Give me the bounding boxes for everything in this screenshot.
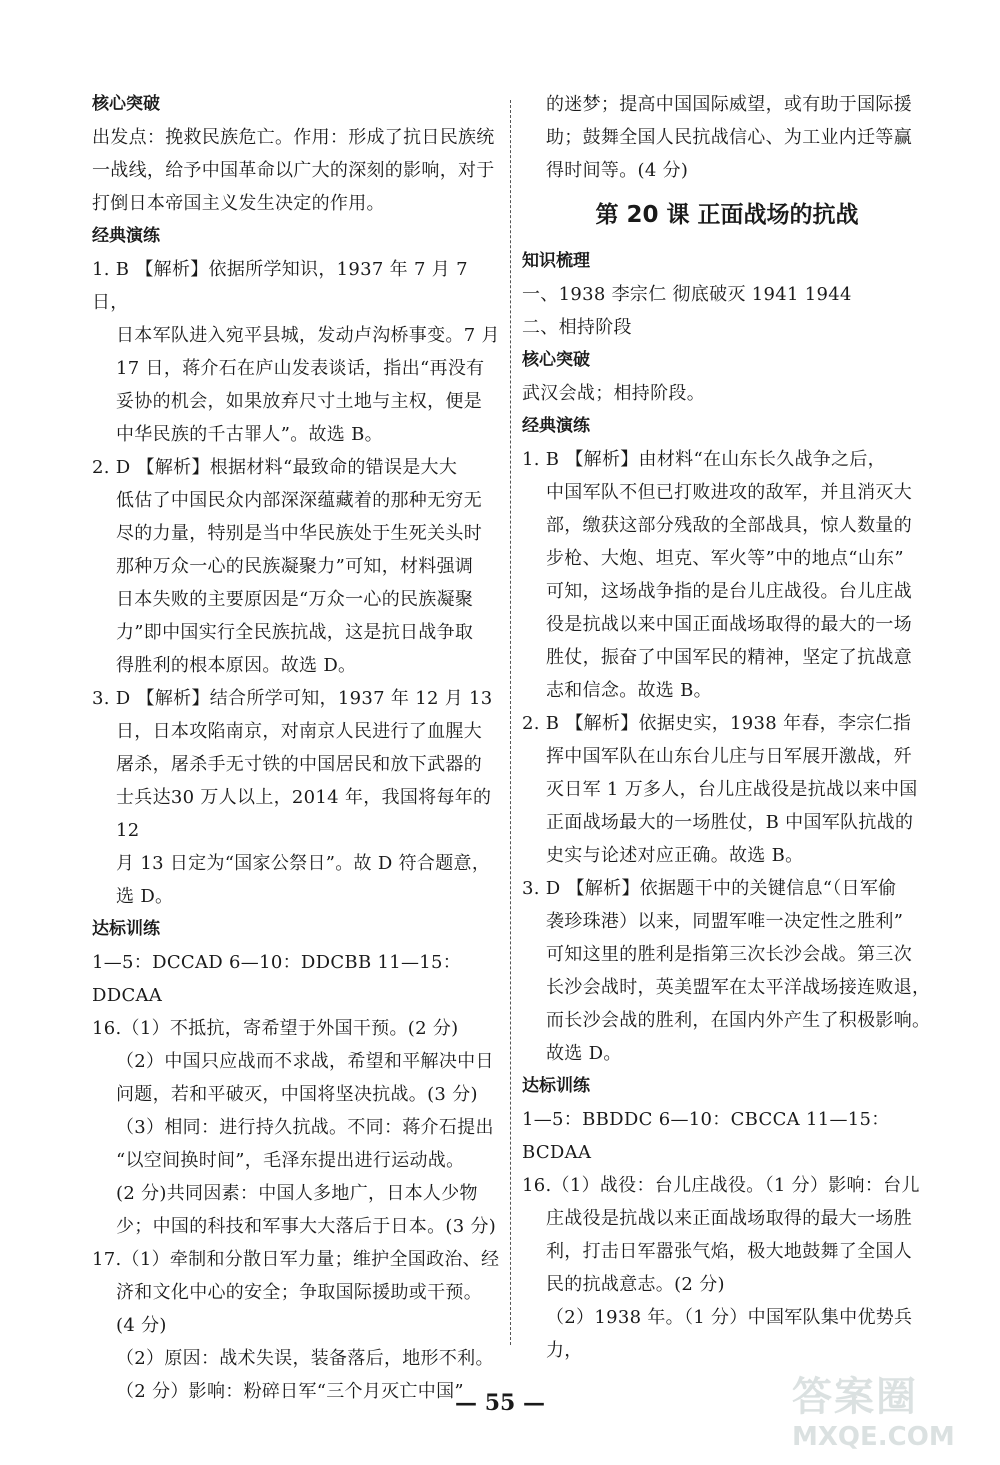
section-heading: 知识梳理 [522, 251, 590, 271]
text-line: 1—5：BBDDC 6—10：CBCCA 11—15：BCDAA [522, 1109, 890, 1163]
text-line: 庄战役是抗战以来正面战场取得的最大一场胜 [546, 1208, 912, 1229]
continued-answer [522, 88, 932, 187]
lesson-body [522, 245, 932, 1367]
text-line: 而长沙会战的胜利，在国内外产生了积极影响。 [546, 1010, 931, 1031]
column-divider [510, 100, 511, 1345]
text-line: 民的抗战意志。(2 分) [546, 1274, 725, 1295]
text-line: 月 13 日定为“国家公祭日”。故 D 符合题意， [116, 853, 491, 874]
text-line: 可知，这场战争指的是台儿庄战役。台儿庄战 [546, 581, 912, 602]
text-line: 史实与论述对应正确。故选 B。 [546, 845, 804, 866]
section-heading: 经典演练 [522, 416, 590, 436]
text-line: 可知这里的胜利是指第三次长沙会战。第三次 [546, 944, 912, 965]
watermark-logo [792, 1365, 982, 1455]
text-line: 济和文化中心的安全；争取国际援助或干预。 [116, 1282, 482, 1303]
text-line: 16.（1）战役：台儿庄战役。（1 分）影响：台儿 [522, 1175, 920, 1196]
text-line: 武汉会战；相持阶段。 [522, 383, 705, 404]
text-line: 得胜利的根本原因。故选 D。 [116, 655, 357, 676]
text-line: 部，缴获这部分残敌的全部战具，惊人数量的 [546, 515, 912, 536]
text-line: (4 分) [116, 1315, 167, 1336]
text-line: 故选 D。 [546, 1043, 622, 1064]
text-line: 屠杀，屠杀手无寸铁的中国居民和放下武器的 [116, 754, 482, 775]
text-line: （2）1938 年。（1 分）中国军队集中优势兵力， [546, 1307, 913, 1361]
lesson-title: 第 20 课 正面战场的抗战 [595, 202, 859, 228]
text-line: 3. D 【解析】依据题干中的关键信息“（日军偷 [522, 878, 897, 899]
right-column [522, 88, 932, 1367]
text-line: 16.（1）不抵抗，寄希望于外国干预。(2 分) [92, 1018, 459, 1039]
text-line: 17 日，蒋介石在庐山发表谈话，指出“再没有 [116, 358, 485, 379]
text-line: 志和信念。故选 B。 [546, 680, 712, 701]
section-heading: 达标训练 [92, 919, 160, 939]
page-number: — 55 — [455, 1390, 545, 1416]
text-line: 力”即中国实行全民族抗战，这是抗日战争取 [116, 622, 474, 643]
text-line: 助；鼓舞全国人民抗战信心、为工业内迁等赢 [546, 127, 912, 148]
text-line: 袭珍珠港）以来，同盟军唯一决定性之胜利” [546, 911, 904, 932]
text-line: 日，日本攻陷南京，对南京人民进行了血腥大 [116, 721, 482, 742]
text-line: 妥协的机会，如果放弃尺寸土地与主权，便是 [116, 391, 482, 412]
watermark-text: 答案圈 [792, 1374, 918, 1420]
text-line: 1. B 【解析】由材料“在山东长久战争之后， [522, 449, 886, 470]
text-line: 3. D 【解析】结合所学可知，1937 年 12 月 13 [92, 688, 493, 709]
text-line: 灭日军 1 万多人，台儿庄战役是抗战以来中国 [546, 779, 918, 800]
text-line: 步枪、大炮、坦克、军火等”中的地点“山东” [546, 548, 904, 569]
text-line: 选 D。 [116, 886, 174, 907]
text-line: 2. D 【解析】根据材料“最致命的错误是大大 [92, 457, 458, 478]
text-line: 一、1938 李宗仁 彻底破灭 1941 1944 [522, 284, 852, 305]
text-line: 的迷梦；提高中国国际威望，或有助于国际援 [546, 94, 912, 115]
text-line: （3）相同：进行持久抗战。不同：蒋介石提出 [116, 1117, 494, 1138]
text-line: （2 分）影响：粉碎日军“三个月灭亡中国” [116, 1381, 464, 1402]
text-line: 中华民族的千古罪人”。故选 B。 [116, 424, 383, 445]
text-line: 得时间等。(4 分) [546, 160, 689, 181]
section-heading: 经典演练 [92, 226, 160, 246]
text-line: 一战线，给予中国革命以广大的深刻的影响，对于 [92, 160, 495, 181]
left-column [92, 88, 504, 1408]
text-line: 问题，若和平破灭，中国将坚决抗战。(3 分) [116, 1084, 478, 1105]
text-line: (2 分)共同因素：中国人多地广，日本人少物 [116, 1183, 478, 1204]
text-line: （2）中国只应战而不求战，希望和平解决中日 [116, 1051, 494, 1072]
text-line: 17.（1）牵制和分散日军力量；维护全国政治、经 [92, 1249, 500, 1270]
text-line: 日本失败的主要原因是“万众一心的民族凝聚 [116, 589, 474, 610]
text-line: 打倒日本帝国主义发生决定的作用。 [92, 193, 385, 214]
text-line: 正面战场最大的一场胜仗，B 中国军队抗战的 [546, 812, 914, 833]
text-line: 1. B 【解析】依据所学知识，1937 年 7 月 7 日， [92, 259, 468, 313]
section-heading: 核心突破 [522, 350, 590, 370]
text-line: 二、相持阶段 [522, 317, 632, 338]
text-line: （2）原因：战术失误，装备落后，地形不利。 [116, 1348, 494, 1369]
text-line: 役是抗战以来中国正面战场取得的最大的一场 [546, 614, 912, 635]
text-line: 低估了中国民众内部深深蕴藏着的那种无穷无 [116, 490, 482, 511]
text-line: “以空间换时间”，毛泽东提出进行运动战。 [116, 1150, 465, 1171]
text-line: 少；中国的科技和军事大大落后于日本。(3 分) [116, 1216, 497, 1237]
text-line: 日本军队进入宛平县城，发动卢沟桥事变。7 月 [116, 325, 500, 346]
text-line: 士兵达30 万人以上，2014 年，我国将每年的12 [116, 787, 492, 841]
text-line: 2. B 【解析】依据史实，1938 年春，李宗仁指 [522, 713, 912, 734]
section-heading: 达标训练 [522, 1076, 590, 1096]
section-heading: 核心突破 [92, 94, 160, 114]
text-line: 尽的力量，特别是当中华民族处于生死关头时 [116, 523, 482, 544]
text-line: 出发点：挽救民族危亡。作用：形成了抗日民族统 [92, 127, 495, 148]
text-line: 胜仗，振奋了中国军民的精神，坚定了抗战意 [546, 647, 912, 668]
text-line: 长沙会战时，英美盟军在太平洋战场接连败退， [546, 977, 931, 998]
text-line: 挥中国军队在山东台儿庄与日军展开激战，歼 [546, 746, 912, 767]
text-line: 那种万众一心的民族凝聚力”可知，材料强调 [116, 556, 474, 577]
text-line: 1—5：DCCAD 6—10：DDCBB 11—15：DDCAA [92, 952, 462, 1006]
text-line: 利，打击日军嚣张气焰，极大地鼓舞了全国人 [546, 1241, 912, 1262]
text-line: 中国军队不但已打败进攻的敌军，并且消灭大 [546, 482, 912, 503]
watermark-url: MXQE.COM [792, 1422, 955, 1452]
